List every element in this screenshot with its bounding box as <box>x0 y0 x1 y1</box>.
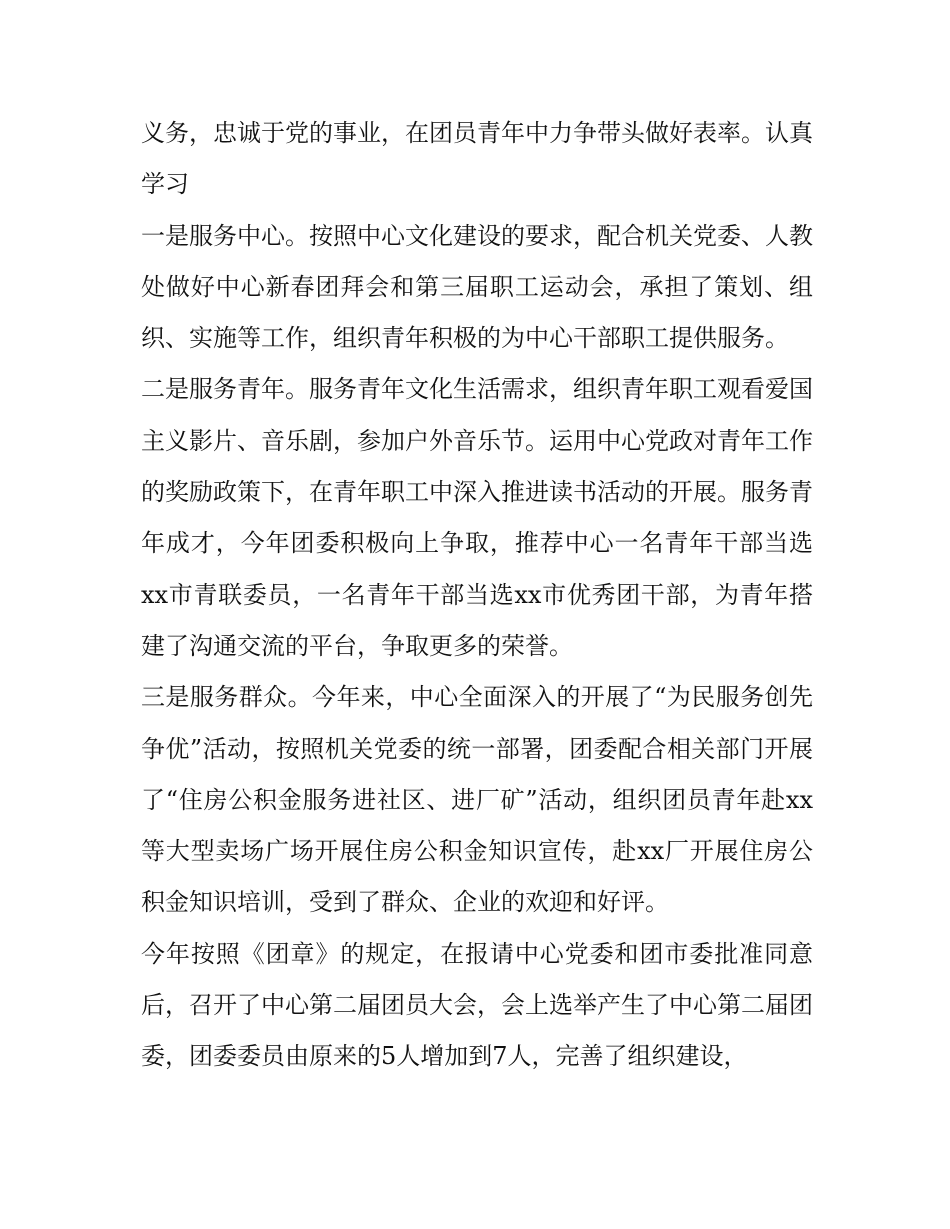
paragraph-serve-public: 三是服务群众。今年来，中心全面深入的开展了“为民服务创先争优”活动，按照机关党委的统一部署，团委配合相关部门开展了“住房公积金服务进社区、进厂矿”活动，组织团员青年赴xx等大型卖场广场开展住房公积金知识宣传，赴xx厂开展住房公积金知识培训，受到了群众、企业的欢迎和好评。 <box>141 683 813 917</box>
paragraph-serve-youth: 二是服务青年。服务青年文化生活需求，组织青年职工观看爱国主义影片、音乐剧，参加户外音乐节。运用中心党政对青年工作的奖励政策下，在青年职工中深入推进读书活动的开展。服务青年成才，今年团委积极向上争取，推荐中心一名青年干部当选xx市青联委员，一名青年干部当选xx市优秀团干部，为青年搭建了沟通交流的平台，争取更多的荣誉。 <box>141 375 813 660</box>
paragraph-serve-center: 一是服务中心。按照中心文化建设的要求，配合机关党委、人教处做好中心新春团拜会和第三届职工运动会，承担了策划、组织、实施等工作，组织青年积极的为中心干部职工提供服务。 <box>141 221 813 353</box>
paragraph-league-congress: 今年按照《团章》的规定，在报请中心党委和团市委批准同意后，召开了中心第二届团员大会，会上选举产生了中心第二届团委，团委委员由原来的5人增加到7人，完善了组织建设， <box>141 939 813 1071</box>
document-body <box>141 108 813 1083</box>
paragraph-opening: 义务，忠诚于党的事业，在团员青年中力争带头做好表率。认真学习 <box>141 119 813 199</box>
